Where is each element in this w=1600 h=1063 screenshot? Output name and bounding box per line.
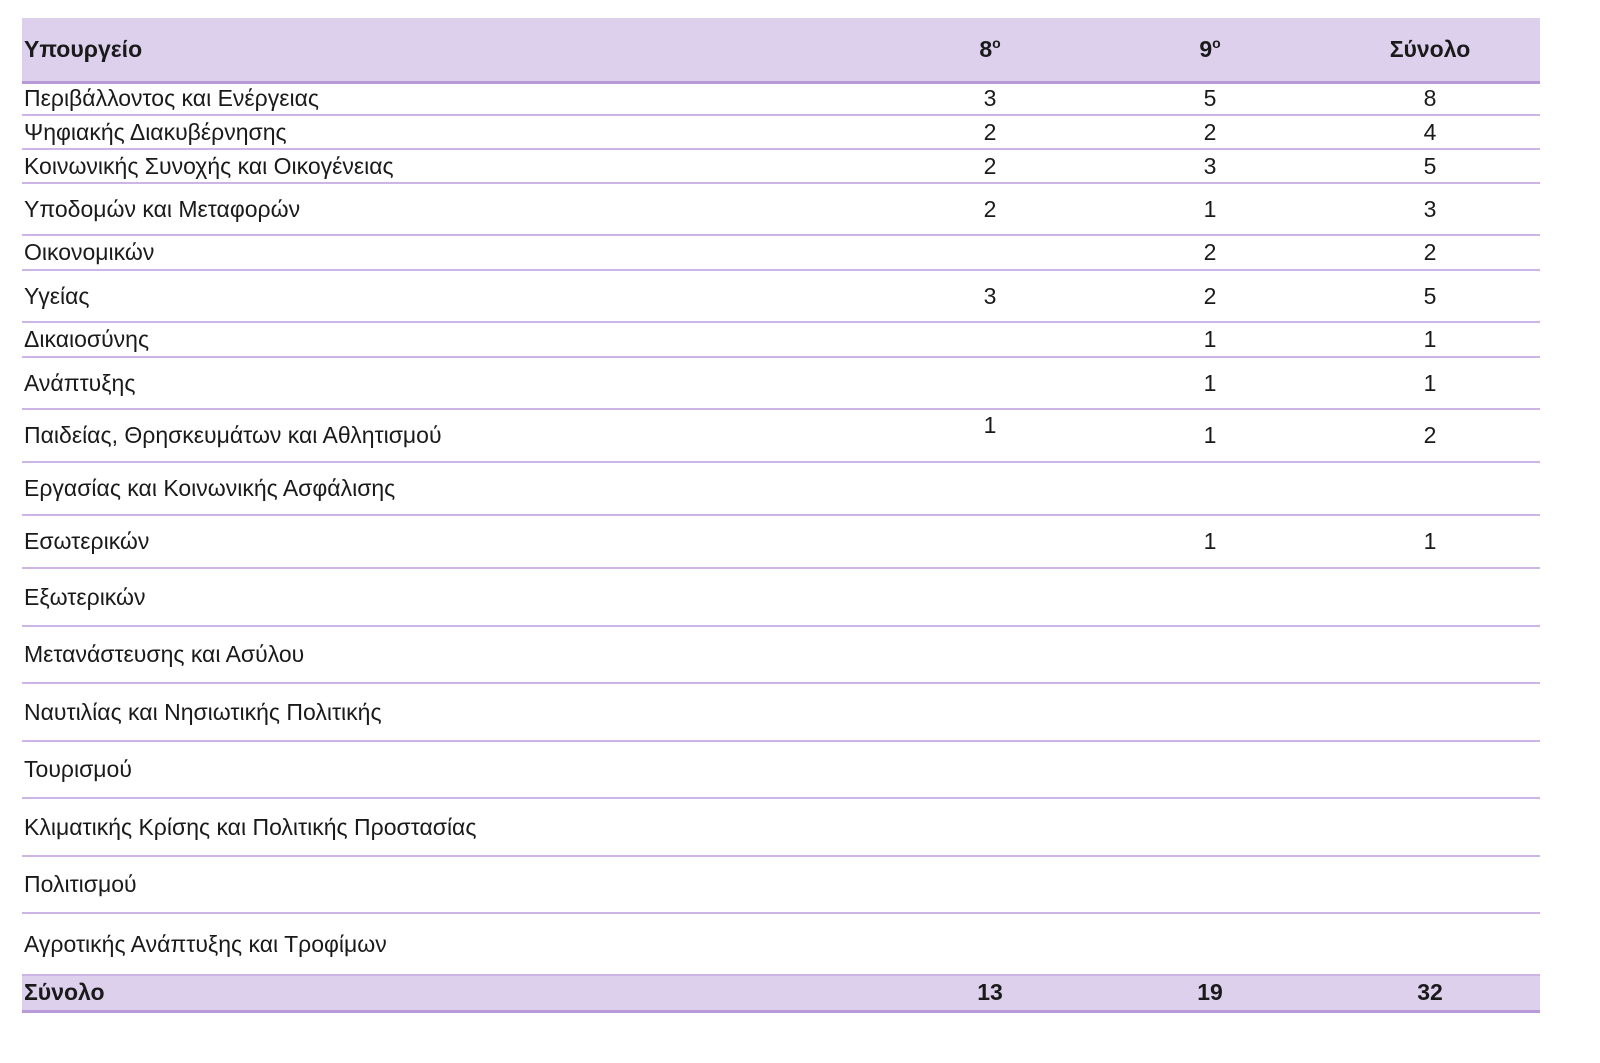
table-row xyxy=(22,149,1540,183)
row-ministry-name: Κοινωνικής Συνοχής και Οικογένειας xyxy=(22,149,880,183)
row-ministry-name: Δικαιοσύνης xyxy=(22,322,880,357)
row-value-9th xyxy=(1100,626,1320,683)
row-ministry-name: Ψηφιακής Διακυβέρνησης xyxy=(22,115,880,149)
row-value-8th: 3 xyxy=(880,82,1100,115)
row-value-8th xyxy=(880,235,1100,270)
table-row xyxy=(22,357,1540,409)
table-row xyxy=(22,462,1540,515)
table-total-row xyxy=(22,975,1540,1011)
row-value-8th: 2 xyxy=(880,183,1100,235)
row-ministry-name: Πολιτισμού xyxy=(22,856,880,913)
header-ministry: Υπουργείο xyxy=(22,18,880,82)
table-row xyxy=(22,913,1540,975)
table-row xyxy=(22,683,1540,741)
header-9th-number: 9 xyxy=(1199,36,1213,63)
ministry-table-container xyxy=(22,18,1540,1013)
row-value-total xyxy=(1320,741,1540,798)
header-9th-ordinal: ο xyxy=(1212,35,1221,52)
row-value-total: 1 xyxy=(1320,515,1540,568)
table-row xyxy=(22,183,1540,235)
row-value-8th: 2 xyxy=(880,149,1100,183)
row-value-8th xyxy=(880,798,1100,856)
table-row xyxy=(22,626,1540,683)
table-row xyxy=(22,856,1540,913)
row-value-total xyxy=(1320,683,1540,741)
table-row xyxy=(22,115,1540,149)
header-9th xyxy=(1100,18,1320,82)
row-value-8th xyxy=(880,568,1100,626)
header-8th-ordinal: ο xyxy=(992,35,1001,52)
row-ministry-name: Εξωτερικών xyxy=(22,568,880,626)
table-body xyxy=(22,82,1540,975)
row-ministry-name: Παιδείας, Θρησκευμάτων και Αθλητισμού xyxy=(22,409,880,462)
row-value-8th xyxy=(880,741,1100,798)
row-value-9th: 1 xyxy=(1100,515,1320,568)
row-value-9th: 1 xyxy=(1100,183,1320,235)
row-value-8th xyxy=(880,683,1100,741)
row-value-total: 2 xyxy=(1320,409,1540,462)
header-8th xyxy=(880,18,1100,82)
row-value-8th: 3 xyxy=(880,270,1100,322)
row-value-9th: 3 xyxy=(1100,149,1320,183)
row-value-total: 1 xyxy=(1320,322,1540,357)
table-row xyxy=(22,270,1540,322)
table-row xyxy=(22,409,1540,462)
table-row xyxy=(22,741,1540,798)
row-ministry-name: Αγροτικής Ανάπτυξης και Τροφίμων xyxy=(22,913,880,975)
row-ministry-name: Περιβάλλοντος και Ενέργειας xyxy=(22,82,880,115)
table-row xyxy=(22,515,1540,568)
row-ministry-name: Κλιματικής Κρίσης και Πολιτικής Προστασίας xyxy=(22,798,880,856)
total-9th: 19 xyxy=(1100,975,1320,1011)
table-row xyxy=(22,322,1540,357)
row-value-9th: 2 xyxy=(1100,270,1320,322)
row-value-9th: 1 xyxy=(1100,322,1320,357)
header-total: Σύνολο xyxy=(1320,18,1540,82)
total-8th: 13 xyxy=(880,975,1100,1011)
table-row xyxy=(22,82,1540,115)
row-value-total xyxy=(1320,568,1540,626)
row-value-total: 8 xyxy=(1320,82,1540,115)
row-value-total xyxy=(1320,462,1540,515)
row-ministry-name: Τουρισμού xyxy=(22,741,880,798)
row-value-8th xyxy=(880,856,1100,913)
row-ministry-name: Οικονομικών xyxy=(22,235,880,270)
row-value-9th: 2 xyxy=(1100,115,1320,149)
row-value-8th xyxy=(880,357,1100,409)
row-value-total: 5 xyxy=(1320,270,1540,322)
row-value-total xyxy=(1320,798,1540,856)
row-value-9th xyxy=(1100,913,1320,975)
row-value-9th xyxy=(1100,798,1320,856)
row-value-9th: 2 xyxy=(1100,235,1320,270)
row-value-total: 2 xyxy=(1320,235,1540,270)
table-row xyxy=(22,568,1540,626)
row-value-total: 5 xyxy=(1320,149,1540,183)
row-value-total xyxy=(1320,856,1540,913)
row-value-total: 1 xyxy=(1320,357,1540,409)
row-value-8th xyxy=(880,462,1100,515)
total-label: Σύνολο xyxy=(22,975,880,1011)
row-value-9th xyxy=(1100,462,1320,515)
row-ministry-name: Εργασίας και Κοινωνικής Ασφάλισης xyxy=(22,462,880,515)
total-sum: 32 xyxy=(1320,975,1540,1011)
row-value-8th: 2 xyxy=(880,115,1100,149)
row-ministry-name: Ανάπτυξης xyxy=(22,357,880,409)
row-value-9th: 5 xyxy=(1100,82,1320,115)
row-value-9th xyxy=(1100,568,1320,626)
row-ministry-name: Ναυτιλίας και Νησιωτικής Πολιτικής xyxy=(22,683,880,741)
row-value-8th xyxy=(880,515,1100,568)
header-8th-number: 8 xyxy=(979,36,993,63)
ministry-table xyxy=(22,18,1540,1013)
row-ministry-name: Υγείας xyxy=(22,270,880,322)
row-value-9th xyxy=(1100,683,1320,741)
row-value-8th xyxy=(880,913,1100,975)
row-value-8th: 1 xyxy=(880,409,1100,462)
row-ministry-name: Υποδομών και Μεταφορών xyxy=(22,183,880,235)
row-value-total: 4 xyxy=(1320,115,1540,149)
table-header-row xyxy=(22,18,1540,82)
row-ministry-name: Εσωτερικών xyxy=(22,515,880,568)
row-value-9th: 1 xyxy=(1100,357,1320,409)
row-value-8th xyxy=(880,322,1100,357)
table-row xyxy=(22,235,1540,270)
row-value-8th xyxy=(880,626,1100,683)
row-value-total: 3 xyxy=(1320,183,1540,235)
row-ministry-name: Μετανάστευσης και Ασύλου xyxy=(22,626,880,683)
row-value-total xyxy=(1320,626,1540,683)
row-value-9th xyxy=(1100,741,1320,798)
row-value-9th: 1 xyxy=(1100,409,1320,462)
table-row xyxy=(22,798,1540,856)
row-value-9th xyxy=(1100,856,1320,913)
row-value-total xyxy=(1320,913,1540,975)
